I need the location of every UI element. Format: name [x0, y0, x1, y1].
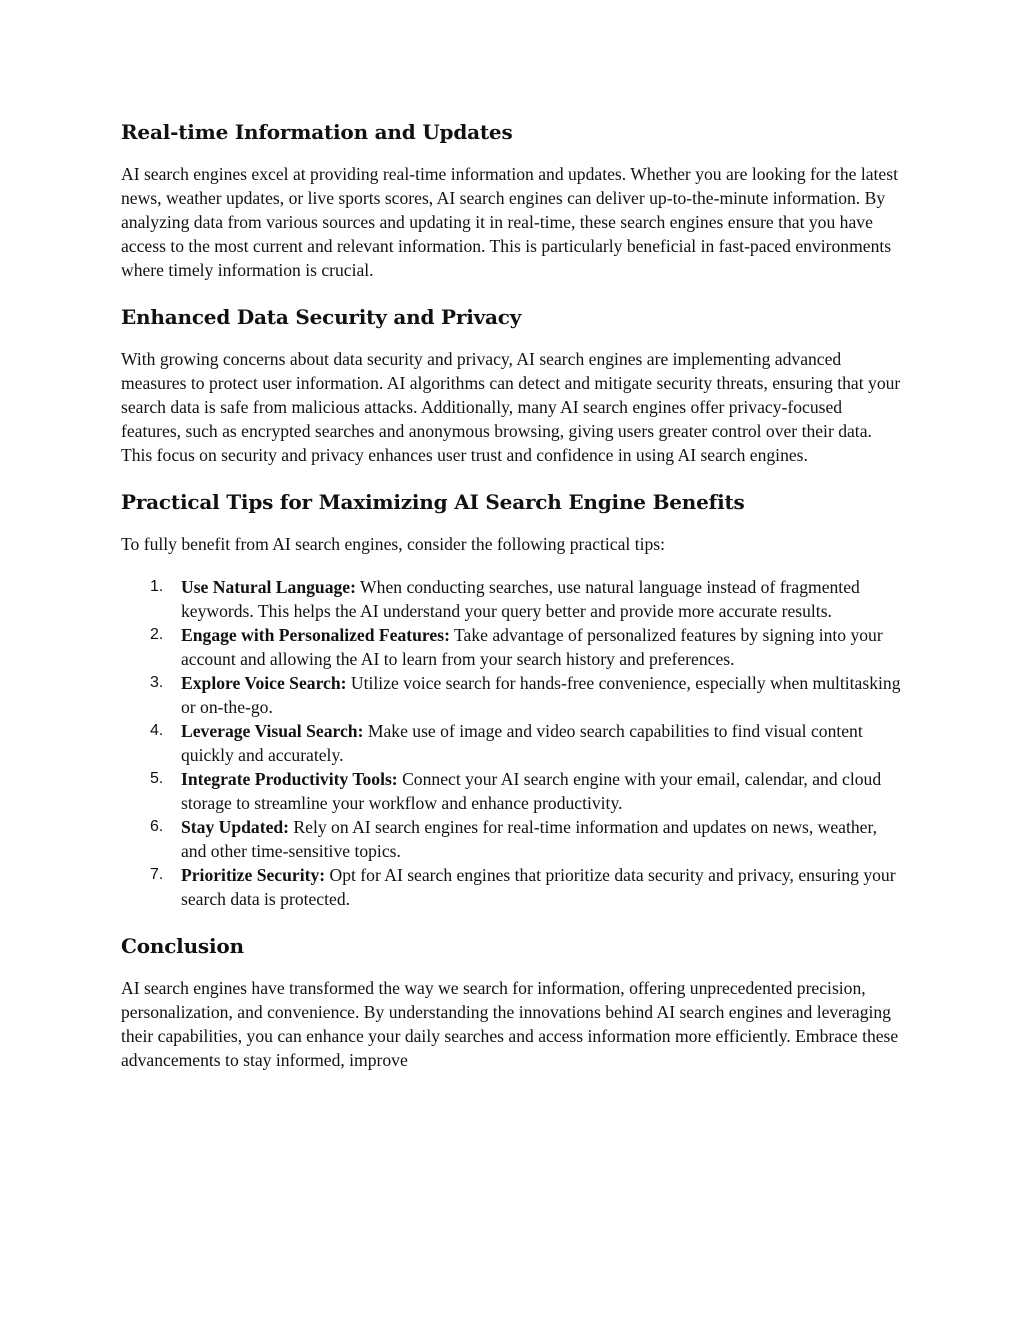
tip-text: Make use of image and video search capabilities to find visual content quickly and accurately.: [181, 721, 863, 765]
tip-title: Engage with Personalized Features:: [181, 625, 450, 645]
list-item: [121, 575, 906, 623]
tip-text: Opt for AI search engines that prioritize data security and privacy, ensuring your search data is protected.: [181, 865, 896, 909]
list-number: 7.: [150, 866, 164, 883]
tip-text: Utilize voice search for hands-free convenience, especially when multitasking or on-the-go.: [181, 673, 901, 717]
tip-title: Leverage Visual Search:: [181, 721, 364, 741]
section-heading-realtime: Real-time Information and Updates: [121, 120, 513, 144]
list-item: [121, 815, 906, 863]
section-paragraph-realtime: AI search engines excel at providing real-time information and updates. Whether you are looking for the latest news, weather updates, or live sports scores, AI search engines can deliver up-to-the-minute information. By analyzing data from various sources and updating it in real-time, these search engines ensure that you have access to the most current and relevant information. This is particularly beneficial in fast-paced environments where timely information is crucial.: [121, 164, 898, 280]
list-item: [121, 863, 906, 911]
list-item: [121, 671, 906, 719]
list-number: 6.: [150, 818, 164, 835]
document-page: [121, 117, 906, 1072]
list-item: [121, 719, 906, 767]
list-item: [121, 767, 906, 815]
tip-text: Rely on AI search engines for real-time information and updates on news, weather, and other time-sensitive topics.: [181, 817, 878, 861]
tip-text: Take advantage of personalized features by signing into your account and allowing the AI to learn from your search history and preferences.: [181, 625, 883, 669]
tip-title: Stay Updated:: [181, 817, 290, 837]
tips-list: [121, 575, 906, 911]
section-paragraph-security: With growing concerns about data security and privacy, AI search engines are implementing advanced measures to protect user information. AI algorithms can detect and mitigate security threats, ensuring that your search data is safe from malicious attacks. Additionally, many AI search engines offer privacy-focused features, such as encrypted searches and anonymous browsing, giving users greater control over their data. This focus on security and privacy enhances user trust and confidence in using AI search engines.: [121, 349, 901, 465]
list-number: 2.: [150, 626, 164, 643]
section-paragraph-tips-intro: To fully benefit from AI search engines, consider the following practical tips:: [121, 534, 666, 554]
tip-text: Connect your AI search engine with your email, calendar, and cloud storage to streamline your workflow and enhance productivity.: [181, 769, 882, 813]
tip-title: Explore Voice Search:: [181, 673, 347, 693]
tip-title: Prioritize Security:: [181, 865, 326, 885]
tip-title: Integrate Productivity Tools:: [181, 769, 398, 789]
tip-title: Use Natural Language:: [181, 577, 356, 597]
list-number: 4.: [150, 722, 164, 739]
tip-text: When conducting searches, use natural language instead of fragmented keywords. This helps the AI understand your query better and provide more accurate results.: [181, 577, 860, 621]
section-heading-tips: Practical Tips for Maximizing AI Search Engine Benefits: [121, 490, 745, 514]
list-number: 1.: [150, 578, 164, 595]
list-number: 3.: [150, 674, 164, 691]
list-item: [121, 623, 906, 671]
section-heading-conclusion: Conclusion: [121, 934, 244, 958]
section-paragraph-conclusion: AI search engines have transformed the way we search for information, offering unprecedented precision, personalization, and convenience. By understanding the innovations behind AI search engines and leveraging their capabilities, you can enhance your daily searches and access information more efficiently. Embrace these advancements to stay informed, improve: [121, 978, 899, 1070]
list-number: 5.: [150, 770, 164, 787]
section-heading-security: Enhanced Data Security and Privacy: [121, 305, 522, 329]
